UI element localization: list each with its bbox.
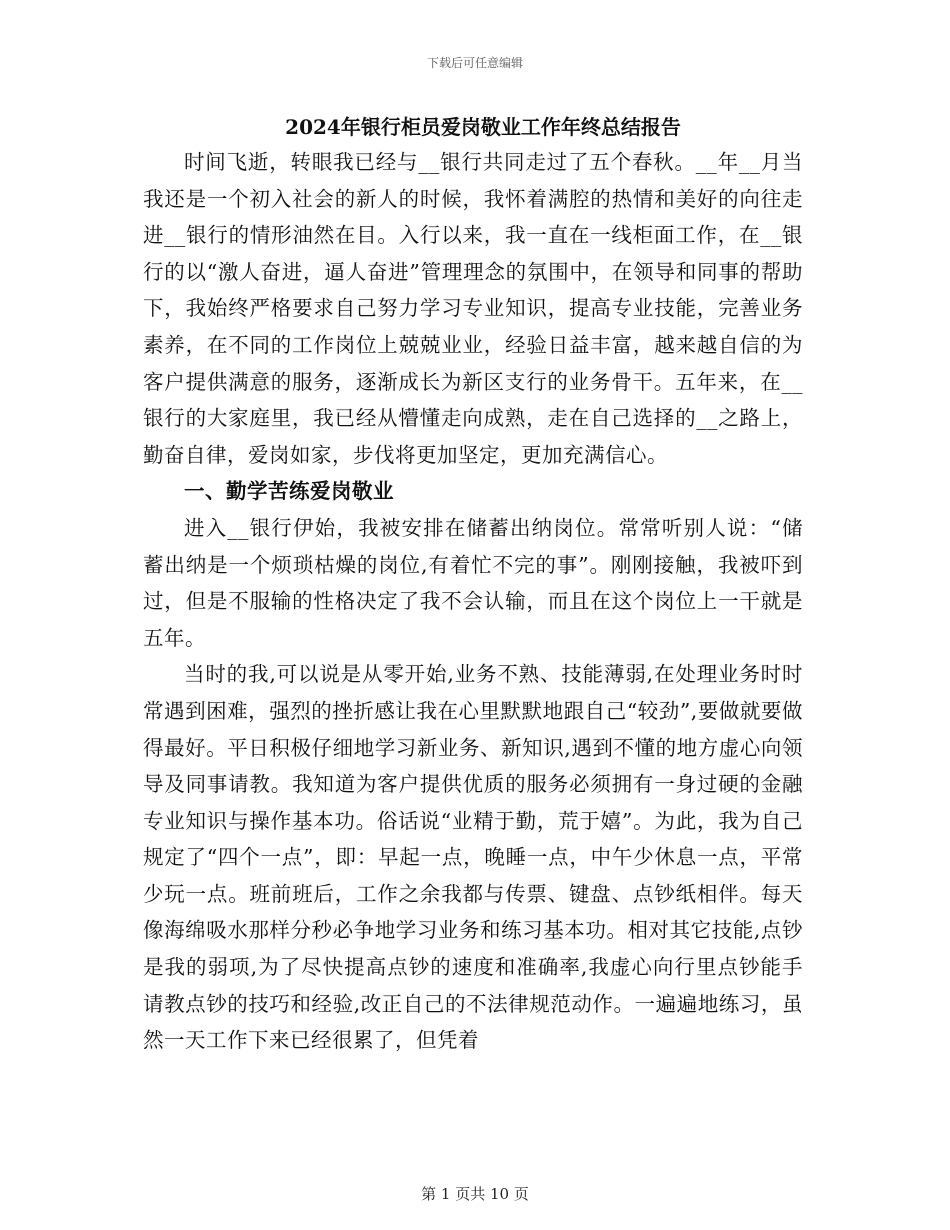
- page-footer: 第 1 页共 10 页: [421, 1185, 529, 1203]
- body-paragraph-3: 当时的我,可以说是从零开始,业务不熟、技能薄弱,在处理业务时时常遇到困难，强烈的挫折感让我在心里默默地跟自己“较劲”,要做就要做得最好。平日积极仔细地学习新业务、新知识,遇到不懂的地方虚心向领导及同事请教。我知道为客户提供优质的服务必须拥有一身过硬的金融专业知识与操作基本功。俗话说“业精于勤，荒于嬉”。为此，我为自己规定了“四个一点”，即：早起一点，晚睡一点，中午少休息一点，平常少玩一点。班前班后，工作之余我都与传票、键盘、点钞纸相伴。每天像海绵吸水那样分秒必争地学习业务和练习基本功。相对其它技能,点钞是我的弱项,为了尽快提高点钞的速度和准确率,我虚心向行里点钞能手请教点钞的技巧和经验,改正自己的不法律规范动作。一遍遍地练习，虽然一天工作下来已经很累了，但凭着: [143, 662, 803, 1053]
- section-heading: 一、勤学苦练爱岗敬业: [184, 479, 394, 504]
- document-body: [143, 110, 803, 1059]
- page-header: 下载后可任意编辑: [426, 56, 523, 70]
- document-title: 2024年银行柜员爱岗敬业工作年终总结报告: [285, 115, 681, 139]
- intro-paragraph: 时间飞逝，转眼我已经与__银行共同走过了五个春秋。__年__月当我还是一个初入社会的新人的时候，我怀着满腔的热情和美好的向往走进__银行的情形油然在目。入行以来，我一直在一线柜面工作，在__银行的以“激人奋进，逼人奋进”管理理念的氛围中，在领导和同事的帮助下，我始终严格要求自己努力学习专业知识，提高专业技能，完善业务素养，在不同的工作岗位上兢兢业业，经验日益丰富，越来越自信的为客户提供满意的服务，逐渐成长为新区支行的业务骨干。五年来，在__银行的大家庭里，我已经从懵懂走向成熟，走在自己选择的__之路上，勤奋自律，爱岗如家，步伐将更加坚定，更加充满信心。: [143, 150, 803, 467]
- body-paragraph-2: 进入__银行伊始，我被安排在储蓄出纳岗位。常常听别人说：“储蓄出纳是一个烦琐枯燥的岗位,有着忙不完的事”。刚刚接触，我被吓到过，但是不服输的性格决定了我不会认输，而且在这个岗位上一干就是五年。: [143, 515, 803, 650]
